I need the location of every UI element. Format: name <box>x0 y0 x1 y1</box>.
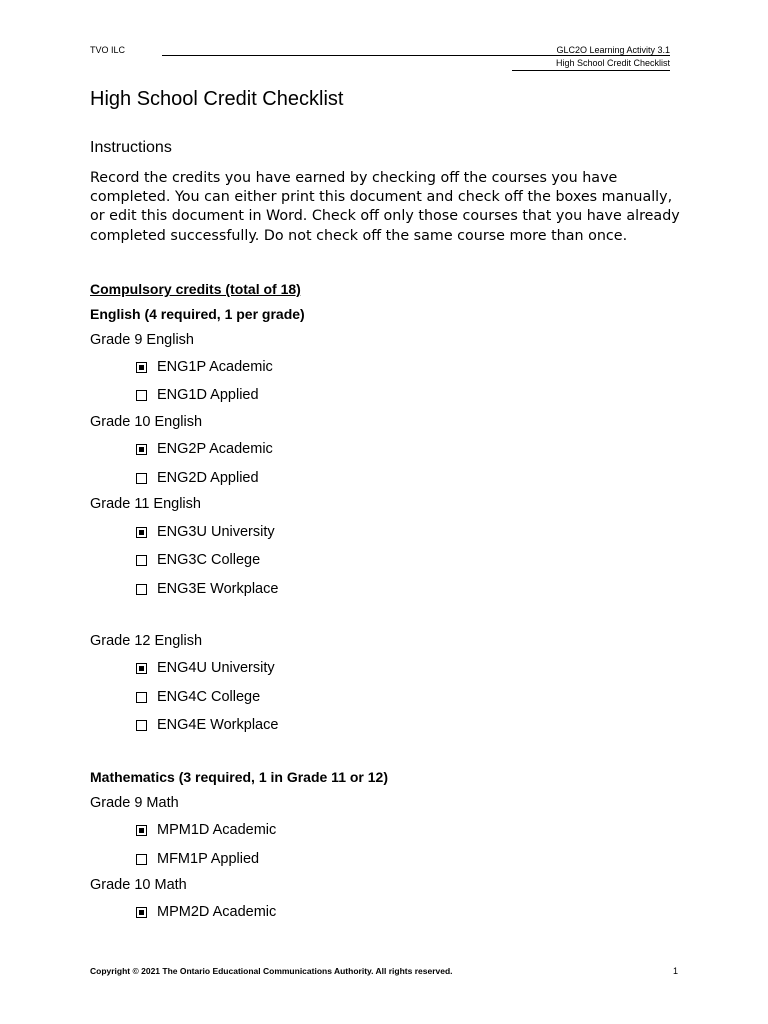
grade-label: Grade 9 English <box>90 332 194 348</box>
course-label: ENG4E Workplace <box>157 717 279 733</box>
course-label: ENG3E Workplace <box>157 581 279 597</box>
grade-label: Grade 12 English <box>90 633 203 649</box>
math-heading: Mathematics (3 required, 1 in Grade 11 or 12) <box>90 769 388 785</box>
course-checkbox-item[interactable] <box>136 524 275 540</box>
header-rule <box>162 55 670 56</box>
checkbox[interactable] <box>136 527 147 538</box>
course-label: ENG4U University <box>157 660 275 676</box>
checkbox[interactable] <box>136 692 147 703</box>
checkbox[interactable] <box>136 720 147 731</box>
instructions-text: Record the credits you have earned by checking off the courses you have completed. You can either print this document and check off the boxes manually, or edit this document in Word. Check off only those courses that you have already completed successfully. Do not check off the same course more than once. <box>90 170 680 244</box>
course-checkbox-item[interactable] <box>136 441 273 457</box>
course-checkbox-item[interactable] <box>136 581 278 597</box>
course-checkbox-item[interactable] <box>136 359 273 375</box>
course-label: MPM2D Academic <box>157 904 277 920</box>
course-checkbox-item[interactable] <box>136 660 275 676</box>
course-checkbox-item[interactable] <box>136 470 259 486</box>
course-label: ENG2P Academic <box>157 441 273 457</box>
english-heading: English (4 required, 1 per grade) <box>90 306 305 322</box>
course-checkbox-item[interactable] <box>136 717 278 733</box>
header-rule-short <box>512 70 670 71</box>
course-label: ENG3C College <box>157 552 261 568</box>
footer-copyright: Copyright © 2021 The Ontario Educational Communications Authority. All rights reserved. <box>90 966 453 976</box>
checkbox[interactable] <box>136 825 147 836</box>
course-checkbox-item[interactable] <box>136 387 259 403</box>
checkbox[interactable] <box>136 663 147 674</box>
checkbox[interactable] <box>136 444 147 455</box>
checkbox[interactable] <box>136 584 147 595</box>
course-label: ENG1D Applied <box>157 387 259 403</box>
course-label: ENG2D Applied <box>157 470 259 486</box>
header-org: TVO ILC <box>90 45 126 55</box>
course-checkbox-item[interactable] <box>136 904 276 920</box>
checkbox[interactable] <box>136 362 147 373</box>
page-title: High School Credit Checklist <box>90 88 344 110</box>
header-doc-title: High School Credit Checklist <box>555 58 670 68</box>
checkbox[interactable] <box>136 473 147 484</box>
page-number: 1 <box>672 966 678 976</box>
grade-label: Grade 9 Math <box>90 795 179 811</box>
course-label: ENG1P Academic <box>157 359 273 375</box>
grade-label: Grade 10 Math <box>90 877 187 893</box>
course-checkbox-item[interactable] <box>136 851 259 867</box>
course-label: MPM1D Academic <box>157 822 277 838</box>
course-label: MFM1P Applied <box>157 851 260 867</box>
header-course: GLC2O Learning Activity 3.1 <box>556 45 670 55</box>
checkbox[interactable] <box>136 555 147 566</box>
course-checkbox-item[interactable] <box>136 689 260 705</box>
checkbox[interactable] <box>136 854 147 865</box>
checkbox[interactable] <box>136 907 147 918</box>
checkbox[interactable] <box>136 390 147 401</box>
course-label: ENG4C College <box>157 689 261 705</box>
course-label: ENG3U University <box>157 524 275 540</box>
grade-label: Grade 10 English <box>90 414 203 430</box>
course-checkbox-item[interactable] <box>136 552 260 568</box>
instructions-heading: Instructions <box>90 139 172 156</box>
compulsory-heading: Compulsory credits (total of 18) <box>90 281 301 297</box>
course-checkbox-item[interactable] <box>136 822 276 838</box>
grade-label: Grade 11 English <box>90 496 201 512</box>
